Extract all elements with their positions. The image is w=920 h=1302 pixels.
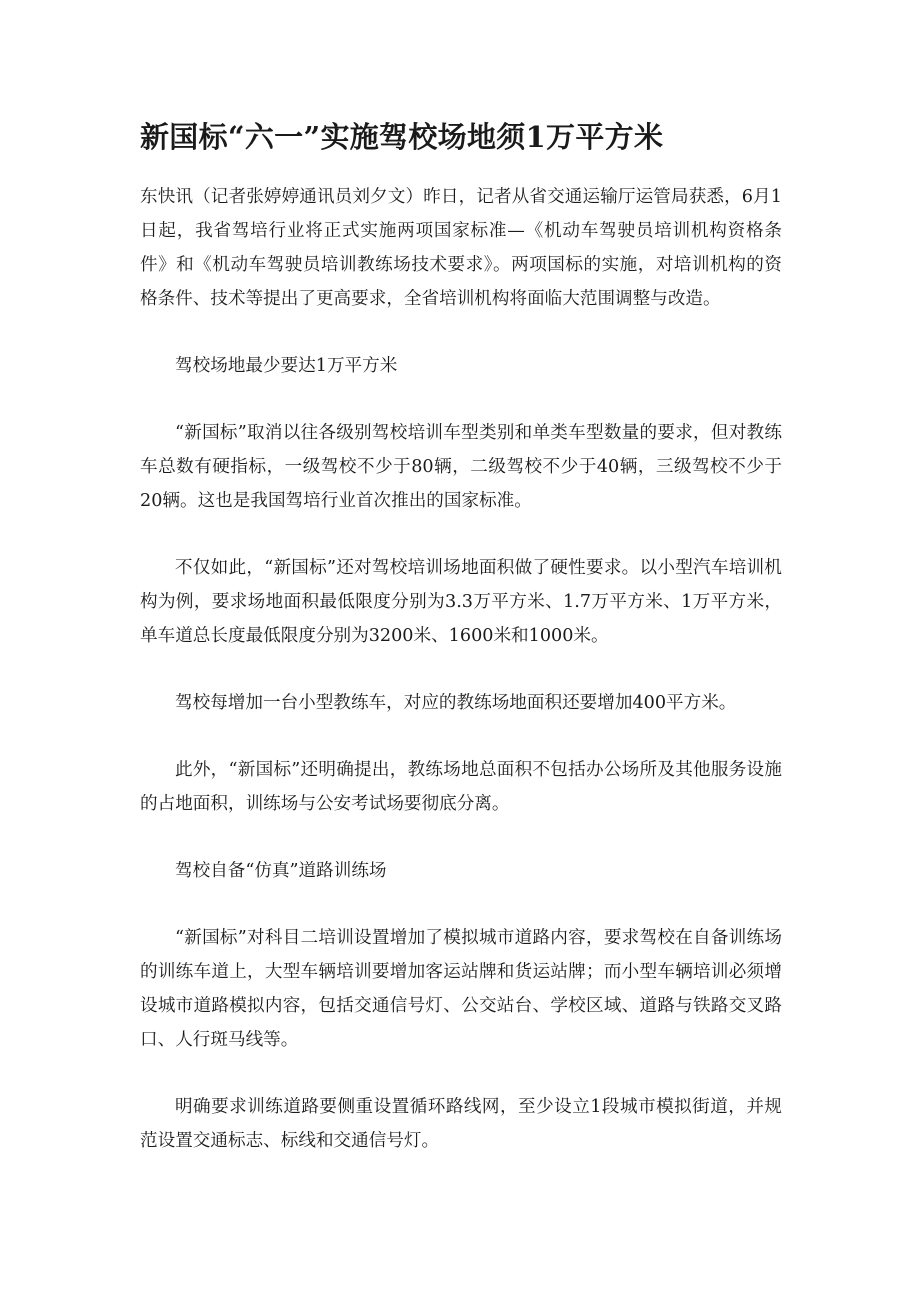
paragraph-road-network: 明确要求训练道路要侧重设置循环路线网，至少设立1段城市模拟街道，并规范设置交通标志、标线和交通信号灯。 [140, 1097, 782, 1151]
section-heading-simulated-road: 驾校自备“仿真”道路训练场 [175, 861, 387, 881]
section-heading-site-area: 驾校场地最少要达1万平方米 [175, 356, 398, 376]
paragraph-subject-two: “新国标”对科目二培训设置增加了模拟城市道路内容，要求驾校在自备训练场的训练车道上，大型车辆培训要增加客运站牌和货运站牌；而小型车辆培训必须增设城市道路模拟内容，包括交通信号灯、公交站台、学校区域、道路与铁路交叉路口、人行斑马线等。 [140, 928, 782, 1050]
paragraph-area-exclusions: 此外，“新国标”还明确提出，教练场地总面积不包括办公场所及其他服务设施的占地面积，训练场与公安考试场要彻底分离。 [140, 760, 782, 814]
article-title: 新国标“六一”实施驾校场地须1万平方米 [140, 120, 664, 154]
paragraph-vehicle-count: “新国标”取消以往各级别驾校培训车型类别和单类车型数量的要求，但对教练车总数有硬指标，一级驾校不少于80辆，二级驾校不少于40辆，三级驾校不少于20辆。这也是我国驾培行业首次推出的国家标准。 [140, 423, 782, 511]
article-body [140, 180, 782, 1191]
paragraph-extra-area: 驾校每增加一台小型教练车，对应的教练场地面积还要增加400平方米。 [175, 693, 737, 713]
paragraph-site-requirements: 不仅如此，“新国标”还对驾校培训场地面积做了硬性要求。以小型汽车培训机构为例，要求场地面积最低限度分别为3.3万平方米、1.7万平方米、1万平方米，单车道总长度最低限度分别为3200米、1600米和1000米。 [140, 558, 782, 646]
paragraph-lead: 东快讯（记者张婷婷通讯员刘夕文）昨日，记者从省交通运输厅运管局获悉，6月1日起，我省驾培行业将正式实施两项国家标准—《机动车驾驶员培训机构资格条件》和《机动车驾驶员培训教练场技术要求》。两项国标的实施，对培训机构的资格条件、技术等提出了更高要求，全省培训机构将面临大范围调整与改造。 [140, 187, 782, 309]
